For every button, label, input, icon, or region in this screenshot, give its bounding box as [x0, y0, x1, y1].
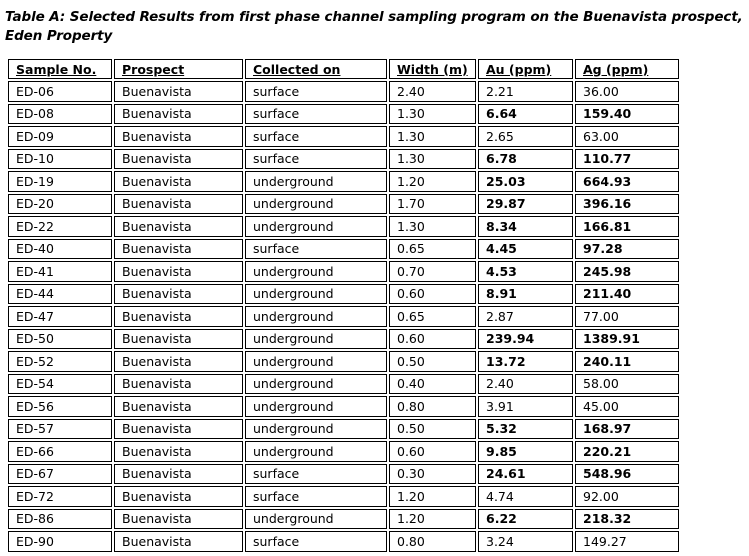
prospect-cell: Buenavista [114, 531, 243, 552]
col-header-au: Au (ppm) [478, 59, 573, 79]
prospect-cell: Buenavista [114, 329, 243, 350]
table-caption: Table A: Selected Results from first phase channel sampling program on the Buenavista prospect, Eden Property [5, 9, 743, 44]
collected-on-cell: underground [245, 351, 387, 372]
table-row [8, 441, 679, 462]
collected-on-cell: underground [245, 306, 387, 327]
prospect-cell: Buenavista [114, 194, 243, 215]
sample-no-cell: ED-06 [8, 81, 112, 102]
table-row [8, 351, 679, 372]
sample-no-cell: ED-08 [8, 104, 112, 125]
sample-no-cell: ED-72 [8, 486, 112, 507]
au-cell: 2.65 [478, 126, 573, 147]
prospect-cell: Buenavista [114, 284, 243, 305]
sample-no-cell: ED-50 [8, 329, 112, 350]
width-cell: 0.60 [389, 441, 476, 462]
au-cell: 9.85 [478, 441, 573, 462]
collected-on-cell: surface [245, 126, 387, 147]
col-header-collected-on: Collected on [245, 59, 387, 79]
collected-on-cell: surface [245, 149, 387, 170]
table-row [8, 509, 679, 530]
collected-on-cell: underground [245, 509, 387, 530]
sample-no-cell: ED-52 [8, 351, 112, 372]
prospect-cell: Buenavista [114, 239, 243, 260]
table-row [8, 464, 679, 485]
width-cell: 0.50 [389, 419, 476, 440]
collected-on-cell: underground [245, 396, 387, 417]
sample-no-cell: ED-90 [8, 531, 112, 552]
collected-on-cell: underground [245, 216, 387, 237]
collected-on-cell: underground [245, 171, 387, 192]
col-header-sample-no: Sample No. [8, 59, 112, 79]
table-row [8, 419, 679, 440]
collected-on-cell: underground [245, 261, 387, 282]
ag-cell: 1389.91 [575, 329, 679, 350]
collected-on-cell: underground [245, 329, 387, 350]
sample-no-cell: ED-09 [8, 126, 112, 147]
au-cell: 2.40 [478, 374, 573, 395]
table-row [8, 486, 679, 507]
table-row [8, 149, 679, 170]
sample-no-cell: ED-67 [8, 464, 112, 485]
au-cell: 239.94 [478, 329, 573, 350]
collected-on-cell: underground [245, 194, 387, 215]
width-cell: 0.60 [389, 329, 476, 350]
au-cell: 25.03 [478, 171, 573, 192]
width-cell: 1.30 [389, 104, 476, 125]
collected-on-cell: surface [245, 486, 387, 507]
prospect-cell: Buenavista [114, 171, 243, 192]
width-cell: 1.70 [389, 194, 476, 215]
collected-on-cell: surface [245, 531, 387, 552]
ag-cell: 58.00 [575, 374, 679, 395]
sample-no-cell: ED-20 [8, 194, 112, 215]
table-row [8, 171, 679, 192]
ag-cell: 149.27 [575, 531, 679, 552]
au-cell: 2.21 [478, 81, 573, 102]
au-cell: 13.72 [478, 351, 573, 372]
table-row [8, 126, 679, 147]
prospect-cell: Buenavista [114, 126, 243, 147]
table-row [8, 531, 679, 552]
sample-no-cell: ED-22 [8, 216, 112, 237]
sample-no-cell: ED-57 [8, 419, 112, 440]
collected-on-cell: surface [245, 81, 387, 102]
au-cell: 6.22 [478, 509, 573, 530]
ag-cell: 168.97 [575, 419, 679, 440]
au-cell: 6.64 [478, 104, 573, 125]
sample-no-cell: ED-10 [8, 149, 112, 170]
ag-cell: 45.00 [575, 396, 679, 417]
au-cell: 29.87 [478, 194, 573, 215]
width-cell: 0.70 [389, 261, 476, 282]
prospect-cell: Buenavista [114, 419, 243, 440]
prospect-cell: Buenavista [114, 149, 243, 170]
table-row [8, 104, 679, 125]
au-cell: 4.74 [478, 486, 573, 507]
collected-on-cell: underground [245, 441, 387, 462]
ag-cell: 63.00 [575, 126, 679, 147]
width-cell: 0.80 [389, 396, 476, 417]
collected-on-cell: underground [245, 284, 387, 305]
width-cell: 0.65 [389, 239, 476, 260]
table-row [8, 374, 679, 395]
prospect-cell: Buenavista [114, 509, 243, 530]
table-row [8, 396, 679, 417]
au-cell: 2.87 [478, 306, 573, 327]
sample-no-cell: ED-56 [8, 396, 112, 417]
sample-no-cell: ED-54 [8, 374, 112, 395]
ag-cell: 240.11 [575, 351, 679, 372]
width-cell: 1.30 [389, 149, 476, 170]
results-table [6, 57, 681, 554]
sample-no-cell: ED-66 [8, 441, 112, 462]
au-cell: 3.91 [478, 396, 573, 417]
prospect-cell: Buenavista [114, 261, 243, 282]
au-cell: 3.24 [478, 531, 573, 552]
ag-cell: 220.21 [575, 441, 679, 462]
ag-cell: 159.40 [575, 104, 679, 125]
table-row [8, 284, 679, 305]
prospect-cell: Buenavista [114, 306, 243, 327]
ag-cell: 36.00 [575, 81, 679, 102]
header-row [8, 59, 679, 79]
table-row [8, 329, 679, 350]
au-cell: 24.61 [478, 464, 573, 485]
prospect-cell: Buenavista [114, 441, 243, 462]
ag-cell: 77.00 [575, 306, 679, 327]
collected-on-cell: underground [245, 419, 387, 440]
col-header-ag: Ag (ppm) [575, 59, 679, 79]
au-cell: 8.91 [478, 284, 573, 305]
prospect-cell: Buenavista [114, 464, 243, 485]
width-cell: 1.20 [389, 486, 476, 507]
au-cell: 5.32 [478, 419, 573, 440]
sample-no-cell: ED-41 [8, 261, 112, 282]
width-cell: 0.65 [389, 306, 476, 327]
au-cell: 6.78 [478, 149, 573, 170]
prospect-cell: Buenavista [114, 374, 243, 395]
au-cell: 4.45 [478, 239, 573, 260]
collected-on-cell: underground [245, 374, 387, 395]
sample-no-cell: ED-44 [8, 284, 112, 305]
sample-no-cell: ED-47 [8, 306, 112, 327]
sample-no-cell: ED-40 [8, 239, 112, 260]
sample-no-cell: ED-19 [8, 171, 112, 192]
ag-cell: 97.28 [575, 239, 679, 260]
width-cell: 1.30 [389, 126, 476, 147]
ag-cell: 396.16 [575, 194, 679, 215]
collected-on-cell: surface [245, 104, 387, 125]
prospect-cell: Buenavista [114, 396, 243, 417]
width-cell: 1.30 [389, 216, 476, 237]
prospect-cell: Buenavista [114, 486, 243, 507]
ag-cell: 218.32 [575, 509, 679, 530]
ag-cell: 664.93 [575, 171, 679, 192]
prospect-cell: Buenavista [114, 81, 243, 102]
col-header-prospect: Prospect [114, 59, 243, 79]
prospect-cell: Buenavista [114, 104, 243, 125]
width-cell: 0.60 [389, 284, 476, 305]
au-cell: 4.53 [478, 261, 573, 282]
ag-cell: 110.77 [575, 149, 679, 170]
collected-on-cell: surface [245, 464, 387, 485]
width-cell: 0.40 [389, 374, 476, 395]
prospect-cell: Buenavista [114, 351, 243, 372]
col-header-width: Width (m) [389, 59, 476, 79]
ag-cell: 245.98 [575, 261, 679, 282]
width-cell: 0.50 [389, 351, 476, 372]
width-cell: 2.40 [389, 81, 476, 102]
ag-cell: 211.40 [575, 284, 679, 305]
prospect-cell: Buenavista [114, 216, 243, 237]
width-cell: 1.20 [389, 171, 476, 192]
sample-no-cell: ED-86 [8, 509, 112, 530]
ag-cell: 548.96 [575, 464, 679, 485]
ag-cell: 92.00 [575, 486, 679, 507]
table-row [8, 306, 679, 327]
table-row [8, 81, 679, 102]
width-cell: 1.20 [389, 509, 476, 530]
ag-cell: 166.81 [575, 216, 679, 237]
width-cell: 0.30 [389, 464, 476, 485]
table-row [8, 261, 679, 282]
table-row [8, 194, 679, 215]
au-cell: 8.34 [478, 216, 573, 237]
collected-on-cell: surface [245, 239, 387, 260]
table-row [8, 216, 679, 237]
table-row [8, 239, 679, 260]
width-cell: 0.80 [389, 531, 476, 552]
